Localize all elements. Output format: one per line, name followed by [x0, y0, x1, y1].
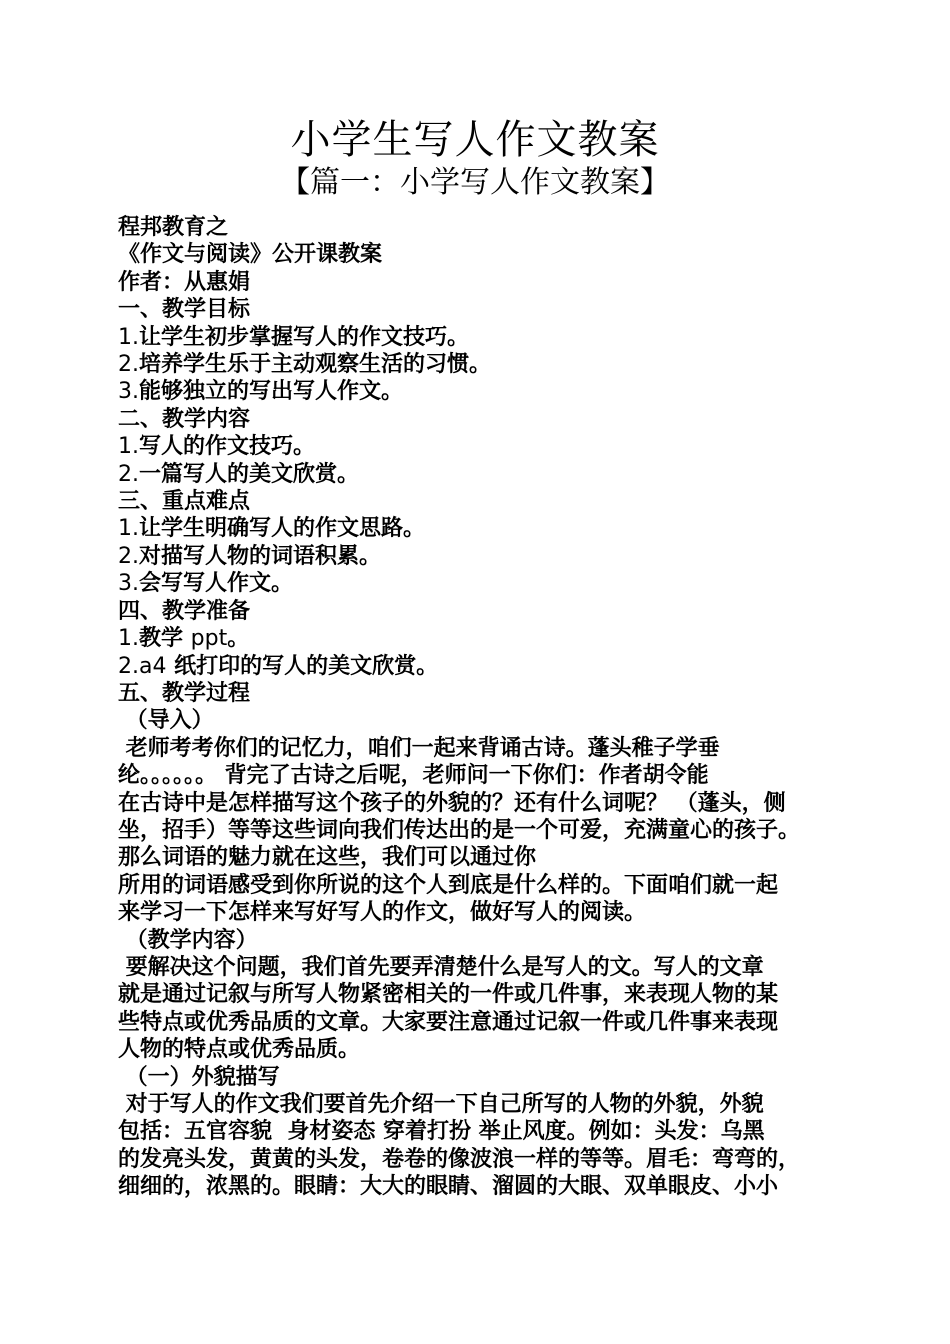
sub-heading: （导入）	[118, 708, 214, 734]
list-text: 让学生明确写人的作文思路。	[139, 516, 426, 542]
list-text: 教学	[139, 626, 191, 652]
list-number: 1.	[118, 434, 139, 460]
list-item	[118, 570, 858, 597]
paragraph-line: 些特点或优秀品质的文章。大家要注意通过记叙一件或几件事来表现	[118, 1009, 779, 1035]
list-text: 能够独立的写出写人作文。	[139, 379, 404, 405]
list-text: 对描写人物的词语积累。	[139, 543, 382, 569]
sub-heading: （教学内容）	[118, 927, 258, 953]
document-title: 小学生写人作文教案	[290, 117, 660, 163]
header-line: 《作文与阅读》公开课教案	[118, 242, 383, 268]
list-number: 1.	[118, 324, 139, 350]
header-line: 程邦教育之	[118, 215, 229, 240]
sub-heading: （一）外貌描写	[118, 1064, 280, 1090]
paragraph-line: 在古诗中是怎样描写这个孩子的外貌的？还有什么词呢？ （蓬头，侧	[118, 790, 786, 816]
list-number: 2.	[118, 543, 139, 569]
list-number: 2.	[118, 461, 139, 487]
list-number: 2.	[118, 653, 139, 679]
list-item	[118, 461, 858, 488]
paragraph-line: 老师考考你们的记忆力，咱们一起来背诵古诗。蓬头稚子学垂	[118, 735, 720, 761]
paragraph-line: 纶。。。。。。 背完了古诗之后呢，老师问一下你们：作者胡令能	[118, 763, 709, 789]
document-body	[118, 214, 858, 1201]
list-text-latin: a4	[139, 653, 167, 679]
section-heading: 二、教学内容	[118, 406, 251, 432]
paragraph-line: 就是通过记叙与所写人物紧密相关的一件或几件事，来表现人物的某	[118, 982, 779, 1008]
paragraph-line: 的发亮头发，黄黄的头发，卷卷的像波浪一样的等等。眉毛：弯弯的，	[118, 1146, 801, 1172]
list-text-latin: ppt	[190, 626, 228, 652]
paragraph-line: 细细的，浓黑的。眼睛：大大的眼睛、溜圆的大眼、双单眼皮、小小	[118, 1174, 779, 1200]
section-heading: 三、重点难点	[118, 489, 251, 515]
list-number: 2.	[118, 352, 139, 378]
paragraph-line: 坐，招手）等等这些词向我们传达出的是一个可爱，充满童心的孩子。	[118, 817, 801, 843]
paragraph-line: 人物的特点或优秀品质。	[118, 1037, 361, 1063]
list-text: 让学生初步掌握写人的作文技巧。	[139, 324, 470, 350]
list-item	[118, 543, 858, 570]
list-text: 会写写人作文。	[139, 571, 294, 597]
list-text-end: 。	[227, 626, 250, 652]
list-number: 3.	[118, 379, 139, 405]
section-heading: 一、教学目标	[118, 297, 251, 323]
list-text-end: 纸打印的写人的美文欣赏。	[166, 653, 439, 679]
paragraph-line: 对于写人的作文我们要首先介绍一下自己所写的人物的外貌，外貌	[118, 1092, 764, 1117]
list-number: 1.	[118, 516, 139, 542]
list-text: 一篇写人的美文欣赏。	[139, 461, 360, 487]
paragraph-line: 要解决这个问题，我们首先要弄清楚什么是写人的文。写人的文章	[118, 954, 764, 980]
list-item	[118, 351, 858, 378]
section-heading: 五、教学过程	[118, 680, 251, 706]
paragraph-line: 那么词语的魅力就在这些，我们可以通过你	[118, 845, 537, 871]
list-text: 培养学生乐于主动观察生活的习惯。	[139, 352, 492, 378]
list-number: 1.	[118, 626, 139, 652]
list-item	[118, 324, 858, 351]
header-line: 作者：从惠娟	[118, 269, 251, 295]
paragraph-line: 来学习一下怎样来写好写人的作文，做好写人的阅读。	[118, 900, 647, 926]
section-heading: 四、教学准备	[118, 598, 251, 624]
paragraph-line: 包括：五官容貌 身材姿态 穿着打扮 举止风度。例如：头发：乌黑	[118, 1119, 765, 1145]
list-item	[118, 378, 858, 405]
document-subtitle: 【篇一：小学写人作文教案】	[280, 165, 670, 200]
list-item	[118, 625, 858, 652]
paragraph-line: 所用的词语感受到你所说的这个人到底是什么样的。下面咱们就一起	[118, 872, 779, 898]
list-item	[118, 433, 858, 460]
list-item	[118, 653, 858, 680]
list-number: 3.	[118, 571, 139, 597]
list-text: 写人的作文技巧。	[139, 434, 316, 460]
list-item	[118, 515, 858, 542]
